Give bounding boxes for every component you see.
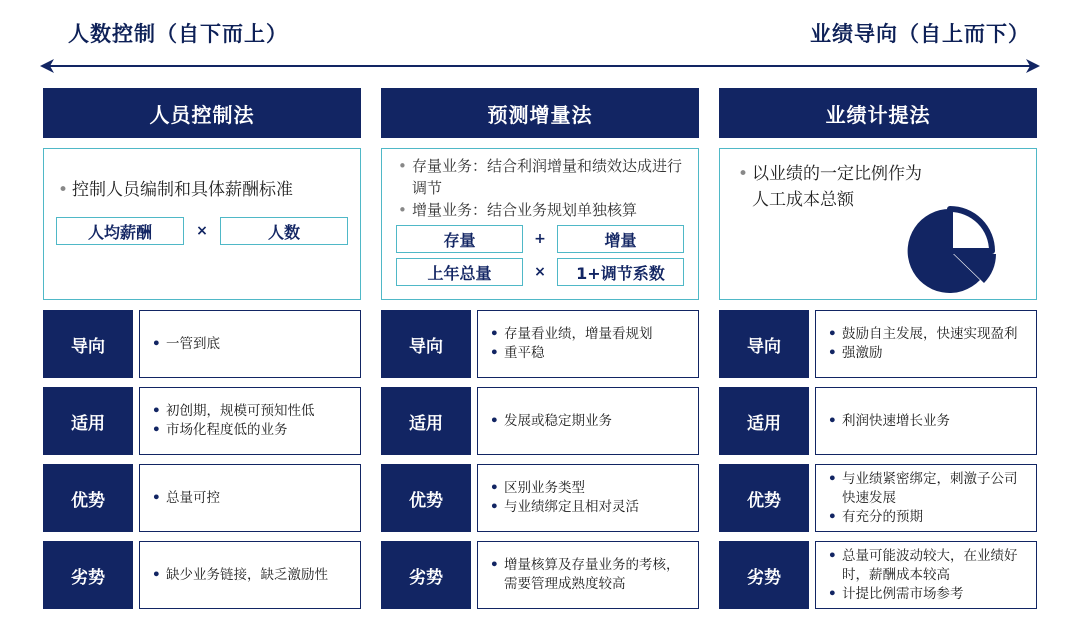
column-title: 业绩计提法 [719,88,1037,138]
row-label: 劣势 [381,541,471,609]
formula-operator: + [534,231,546,247]
row-content [139,310,361,378]
row-content [139,541,361,609]
formula-operator: × [534,264,546,280]
list-item: • 市场化程度低的业务 [152,421,350,440]
row-label: 优势 [719,464,809,532]
column-personnel-control [43,88,361,609]
row-content [815,387,1037,455]
row-label: 适用 [381,387,471,455]
row-content [477,464,699,532]
description-line: • 控制人员编制和具体薪酬标准 [56,177,348,203]
list-item: • 利润快速增长业务 [828,412,1026,431]
formula-row [396,225,684,253]
description-box [43,148,361,300]
top-down-label: 业绩导向（自上而下） [810,22,1030,46]
formula-term: 增量 [557,225,684,253]
list-item: • 缺少业务链接，缺乏激励性 [152,566,350,585]
list-item: • 重平稳 [490,344,688,363]
pie-chart-icon [900,201,1000,301]
row-label: 适用 [719,387,809,455]
formula-row [56,217,348,245]
formula-operator: × [196,223,208,239]
formula-term: 存量 [396,225,523,253]
formula-row [396,258,684,286]
row-label: 劣势 [719,541,809,609]
column-performance-accrual [719,88,1037,609]
row-orientation [719,310,1037,378]
row-label: 导向 [719,310,809,378]
row-applicability [381,387,699,455]
list-item: • 鼓励自主发展，快速实现盈利 [828,325,1026,344]
description-line: • 增量业务：结合业务规划单独核算 [396,199,684,221]
row-label: 导向 [381,310,471,378]
row-orientation [43,310,361,378]
list-item: • 总量可控 [152,489,350,508]
list-item: • 区别业务类型 [490,479,688,498]
list-item: • 强激励 [828,344,1026,363]
list-item: • 存量看业绩，增量看规划 [490,325,688,344]
formula-term: 1+调节系数 [557,258,684,286]
list-item: • 有充分的预期 [828,508,1026,527]
row-label: 优势 [381,464,471,532]
row-disadvantages [43,541,361,609]
row-content [477,541,699,609]
bottom-up-label: 人数控制（自下而上） [68,22,288,46]
row-applicability [719,387,1037,455]
row-label: 适用 [43,387,133,455]
formula-term: 人数 [220,217,348,245]
row-advantages [719,464,1037,532]
list-item: • 一管到底 [152,335,350,354]
list-item: • 计提比例需市场参考 [828,585,1026,604]
description-box [719,148,1037,300]
column-title: 预测增量法 [381,88,699,138]
row-orientation [381,310,699,378]
list-item: • 与业绩紧密绑定，刺激子公司快速发展 [828,470,1026,508]
formula-term: 人均薪酬 [56,217,184,245]
row-content [815,464,1037,532]
row-label: 导向 [43,310,133,378]
double-arrow-icon [40,56,1040,76]
row-label: 劣势 [43,541,133,609]
row-content [815,310,1037,378]
row-label: 优势 [43,464,133,532]
row-content [477,310,699,378]
row-content [139,387,361,455]
row-content [477,387,699,455]
list-item: • 与业绩绑定且相对灵活 [490,498,688,517]
description-line: • 以业绩的一定比例作为人工成本总额 [736,161,926,213]
list-item: • 初创期，规模可预知性低 [152,402,350,421]
row-disadvantages [719,541,1037,609]
row-advantages [43,464,361,532]
description-box [381,148,699,300]
row-advantages [381,464,699,532]
row-disadvantages [381,541,699,609]
list-item: • 增量核算及存量业务的考核，需要管理成熟度较高 [490,556,688,594]
row-applicability [43,387,361,455]
formula-term: 上年总量 [396,258,523,286]
column-title: 人员控制法 [43,88,361,138]
list-item: • 总量可能波动较大，在业绩好时，薪酬成本较高 [828,547,1026,585]
description-line: • 存量业务：结合利润增量和绩效达成进行调节 [396,155,684,199]
list-item: • 发展或稳定期业务 [490,412,688,431]
column-forecast-increment [381,88,699,609]
row-content [815,541,1037,609]
row-content [139,464,361,532]
